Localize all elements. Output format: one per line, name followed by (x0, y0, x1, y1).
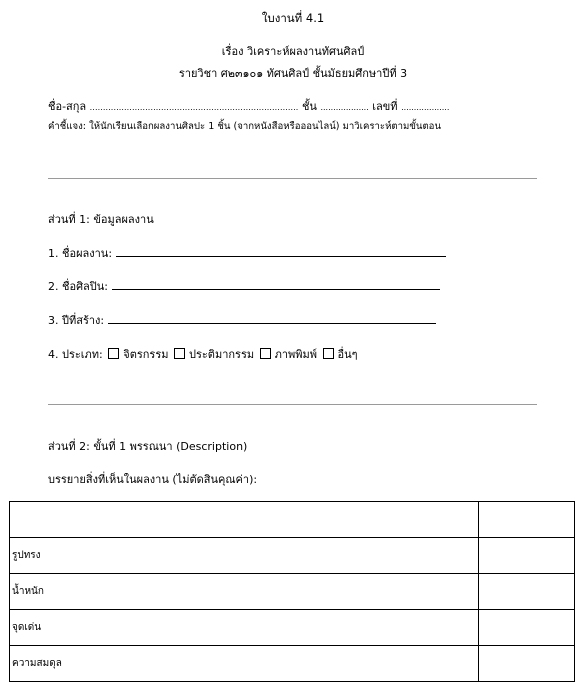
student-info-line (48, 97, 449, 115)
work-name-field[interactable] (116, 245, 446, 257)
option-sculpture: ประติมากรรม (189, 348, 255, 361)
class-label: ชั้น (301, 100, 317, 113)
class-field[interactable]: ................... (320, 103, 369, 112)
table-row (10, 502, 575, 538)
work-name-label: 1. ชื่อผลงาน: (48, 247, 113, 260)
name-field[interactable]: ............................................................................... (89, 103, 299, 112)
number-field[interactable]: ................... (401, 103, 450, 112)
worksheet-subject: เรื่อง วิเคราะห์ผลงานทัศนศิลป์ (221, 45, 365, 58)
work-name-row (48, 244, 446, 262)
row-label (10, 502, 479, 538)
year-row (48, 311, 436, 329)
divider (48, 404, 537, 405)
answer-cell[interactable] (479, 646, 575, 682)
answer-cell[interactable] (479, 538, 575, 574)
type-label: 4. ประเภท: (48, 348, 103, 361)
number-label: เลขที่ (372, 100, 398, 113)
artist-label: 2. ชื่อศิลปิน: (48, 280, 108, 293)
year-label: 3. ปีที่สร้าง: (48, 314, 105, 327)
row-label: รูปทรง (10, 538, 479, 574)
table-row (10, 610, 575, 646)
divider (48, 178, 537, 179)
row-label: จุดเด่น (10, 610, 479, 646)
option-printmaking: ภาพพิมพ์ (274, 348, 318, 361)
part2-heading: ส่วนที่ 2: ขั้นที่ 1 พรรณนา (Description) (48, 440, 248, 453)
option-other: อื่นๆ (337, 348, 358, 361)
instruction-text: คำชี้แจง: ให้นักเรียนเลือกผลงานศิลปะ 1 ชิ้น (จากหนังสือหรือออนไลน์) มาวิเคราะห์ตามขั้นตอน (48, 121, 442, 132)
table-row (10, 646, 575, 682)
artist-row (48, 277, 440, 295)
description-table (9, 501, 575, 682)
year-field[interactable] (108, 312, 436, 324)
table-row (10, 538, 575, 574)
worksheet-number: ใบงานที่ 4.1 (261, 11, 325, 25)
answer-cell[interactable] (479, 574, 575, 610)
answer-cell[interactable] (479, 502, 575, 538)
part2-prompt: บรรยายสิ่งที่เห็นในผลงาน (ไม่ตัดสินคุณค่า): (48, 473, 258, 486)
checkbox-painting[interactable] (108, 348, 119, 359)
name-label: ชื่อ-สกุล (48, 100, 87, 113)
checkbox-sculpture[interactable] (174, 348, 185, 359)
answer-cell[interactable] (479, 610, 575, 646)
checkbox-other[interactable] (323, 348, 334, 359)
type-row (48, 345, 358, 363)
part1-heading: ส่วนที่ 1: ข้อมูลผลงาน (48, 213, 154, 226)
option-painting: จิตรกรรม (123, 348, 169, 361)
worksheet-course: รายวิชา ศ๒๓๑๐๑ ทัศนศิลป์ ชั้นมัธยมศึกษาปีที่ 3 (178, 67, 408, 80)
table-row (10, 574, 575, 610)
artist-field[interactable] (112, 278, 440, 290)
row-label: น้ำหนัก (10, 574, 479, 610)
row-label: ความสมดุล (10, 646, 479, 682)
checkbox-printmaking[interactable] (260, 348, 271, 359)
